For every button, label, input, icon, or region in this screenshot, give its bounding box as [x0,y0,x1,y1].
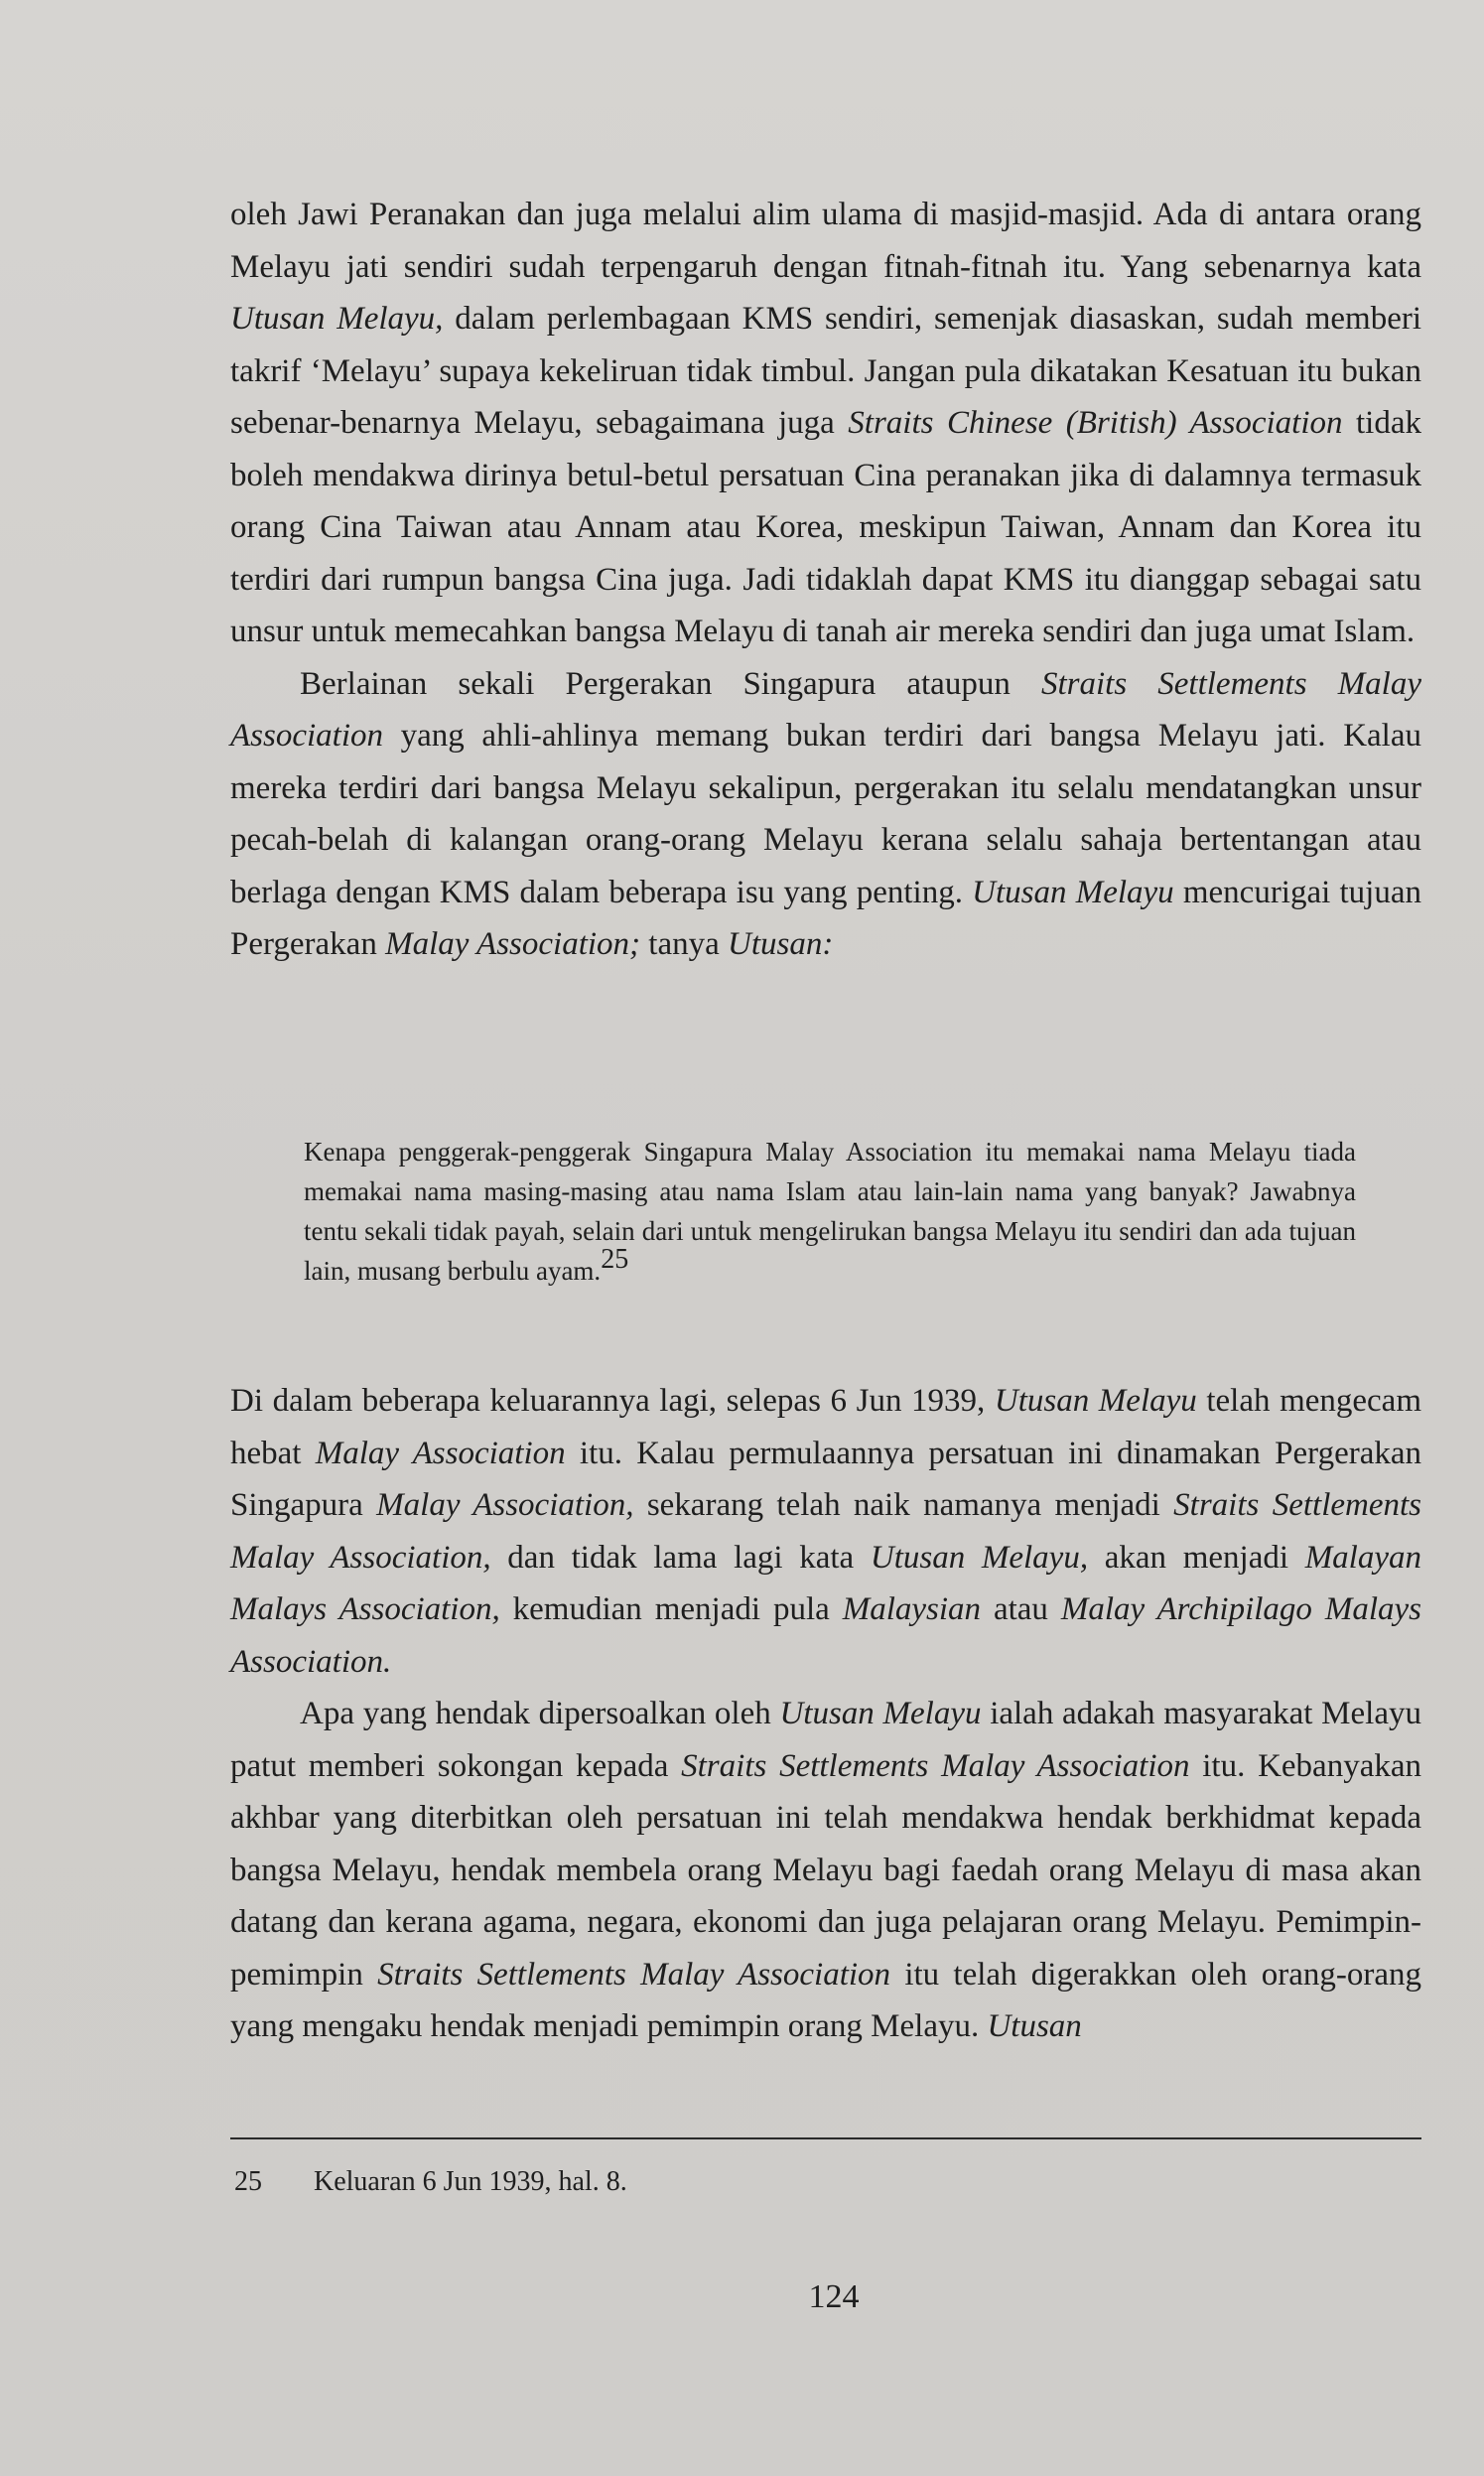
italic-text: Straits Chinese (British) Association [848,405,1343,441]
text-run: Di dalam beberapa keluarannya lagi, selepas 6 Jun 1939, [230,1383,995,1419]
page-number: 124 [808,2278,860,2315]
italic-text: Utusan Melayu, [870,1539,1089,1576]
body-text-bottom [230,1375,1421,2053]
text-run: tanya [640,926,728,962]
footnote-reference: 25 [601,1244,629,1275]
text-run: mencurigai tujuan Pergerakan [230,874,1421,962]
footnote-divider [230,2137,1421,2139]
text-run: Apa yang hendak dipersoalkan oleh [300,1696,780,1731]
paragraph [230,189,1421,658]
italic-text: Utusan [987,2008,1082,2044]
text-run: kemudian menjadi pula [499,1591,843,1627]
paragraph [230,658,1421,971]
body-text-top [230,189,1421,971]
italic-text: Utusan Melayu, [230,301,444,337]
text-run: atau [981,1591,1061,1627]
text-run: tidak boleh mendakwa dirinya betul-betul persatuan Cina peranakan jika di dalamnya termasuk orang Cina Taiwan atau Annam atau Korea, meskipun Taiwan, Annam dan Korea itu terdiri dari rumpun bangsa Cina juga. Jadi tidaklah dapat KMS itu dianggap sebagai satu unsur untuk memecahkan bangsa Melayu di tanah air mereka sendiri dan juga umat Islam. [230,405,1421,649]
italic-text: Malay Association [315,1435,566,1471]
paragraph [230,1688,1421,2053]
text-run: ialah adakah masyarakat Melayu patut memberi sokongan kepada [230,1696,1421,1784]
italic-text: Malay Association; [385,926,641,962]
italic-text: Straits Settlements Malay Association [377,1956,891,1993]
italic-text: Straits Settlements Malay Association [230,665,1421,754]
italic-text: Malay Archipilago Malays Association. [230,1591,1422,1680]
italic-text: Utusan Melayu [972,874,1174,910]
text-run: oleh Jawi Peranakan dan juga melalui alim ulama di masjid-masjid. Ada di antara orang Melayu jati sendiri sudah terpengaruh dengan fitnah-fitnah itu. Yang sebenarnya kata [230,197,1421,285]
italic-text: Malay Association, [376,1487,634,1523]
text-run: itu telah digerakkan oleh orang-orang yang mengaku hendak menjadi pemimpin orang Melayu. [230,1956,1421,2044]
text-run: Berlainan sekali Pergerakan Singapura ataupun [300,665,1041,702]
italic-text: Utusan Melayu [994,1383,1197,1419]
italic-text: Utusan: [728,926,834,962]
italic-text: Straits Settlements Malay Association [681,1747,1190,1784]
text-run: akan menjadi [1088,1539,1305,1576]
block-quote [304,1132,1356,1291]
text-run: dalam perlembagaan KMS sendiri, semenjak diasaskan, sudah memberi takrif ‘Melayu’ supaya kekeliruan tidak timbul. Jangan pula dikatakan Kesatuan itu bukan sebenar-benarnya Melayu, sebagaimana juga [230,301,1421,441]
italic-text: Straits Settlements Malay Association, [230,1487,1421,1576]
text-run: itu. Kebanyakan akhbar yang diterbitkan oleh persatuan ini telah mendakwa hendak berkhidmat kepada bangsa Melayu, hendak membela orang Melayu bagi faedah orang Melayu di masa akan datang dan kerana agama, negara, ekonomi dan juga pelajaran orang Melayu. Pemimpin-pemimpin [230,1747,1422,1993]
italic-text: Utusan Melayu [779,1696,982,1731]
text-run: itu. Kalau permulaannya persatuan ini dinamakan Pergerakan Singapura [230,1435,1421,1523]
text-run: dan tidak lama lagi kata [490,1539,871,1576]
italic-text: Malayan Malays Association, [230,1539,1421,1627]
text-run: telah mengecam hebat [230,1383,1421,1471]
footnote [234,2164,627,2200]
text-run: yang ahli-ahlinya memang bukan terdiri dari bangsa Melayu jati. Kalau mereka terdiri dari bangsa Melayu sekalipun, pergerakan itu selalu mendatangkan unsur pecah-belah di kalangan orang-orang Melayu kerana selalu sahaja bertentangan atau berlaga dengan KMS dalam beberapa isu yang penting. [230,718,1421,910]
italic-text: Malaysian [842,1591,982,1627]
paragraph [230,1375,1421,1688]
footnote-number: 25 [234,2166,262,2197]
footnote-text: Keluaran 6 Jun 1939, hal. 8. [314,2166,627,2197]
quote-text: Kenapa penggerak-penggerak Singapura Malay Association itu memakai nama Melayu tiada memakai nama masing-masing atau nama Islam atau lain-lain nama yang banyak? Jawabnya tentu sekali tidak payah, selain dari untuk mengelirukan bangsa Melayu itu sendiri dan ada tujuan lain, musang berbulu ayam. [304,1137,1356,1286]
text-run: sekarang telah naik namanya menjadi [633,1487,1174,1523]
